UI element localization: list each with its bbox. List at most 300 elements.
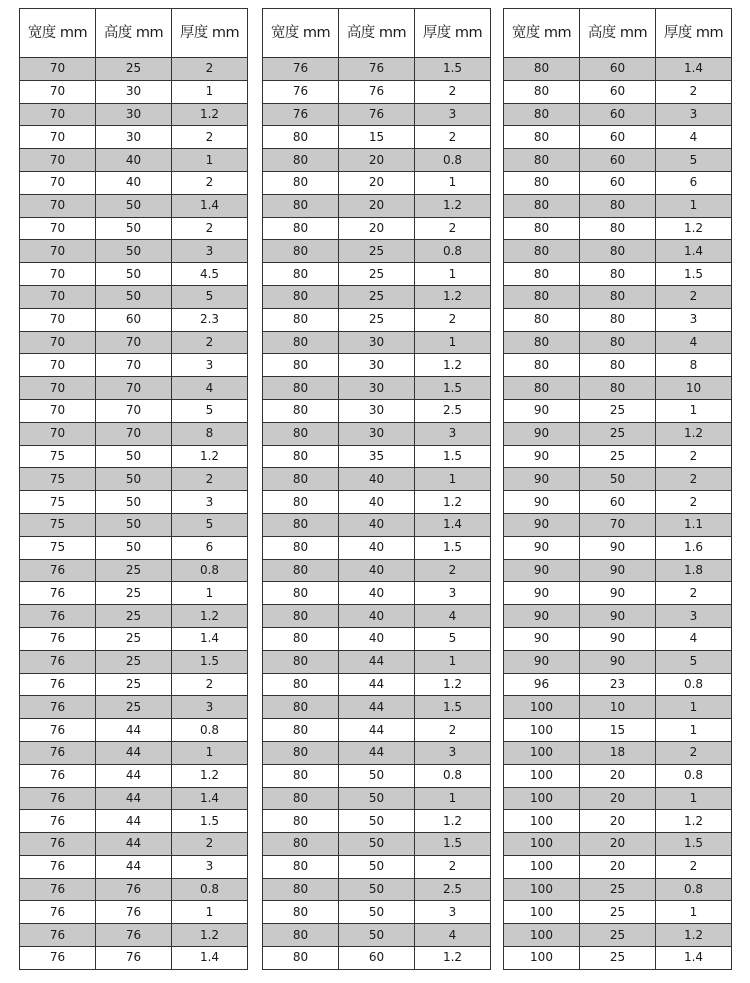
thickness-header: 厚度 mm bbox=[415, 9, 491, 58]
thickness-cell: 1 bbox=[656, 696, 732, 719]
table-row bbox=[263, 582, 491, 605]
thickness-cell: 2 bbox=[656, 855, 732, 878]
thickness-cell: 2 bbox=[415, 217, 491, 240]
width-cell: 80 bbox=[263, 627, 339, 650]
width-cell: 80 bbox=[263, 399, 339, 422]
width-cell: 80 bbox=[504, 58, 580, 81]
table-row bbox=[20, 445, 248, 468]
table-row bbox=[504, 673, 732, 696]
table-row bbox=[20, 468, 248, 491]
table-row bbox=[263, 491, 491, 514]
thickness-cell: 2 bbox=[415, 126, 491, 149]
height-cell: 25 bbox=[580, 924, 656, 947]
table-row bbox=[20, 491, 248, 514]
thickness-cell: 0.8 bbox=[172, 878, 248, 901]
thickness-cell: 3 bbox=[415, 103, 491, 126]
width-cell: 80 bbox=[263, 764, 339, 787]
width-cell: 70 bbox=[20, 377, 96, 400]
width-cell: 80 bbox=[504, 263, 580, 286]
height-cell: 50 bbox=[580, 468, 656, 491]
table-row bbox=[504, 764, 732, 787]
width-cell: 76 bbox=[20, 947, 96, 970]
table-row bbox=[20, 217, 248, 240]
width-cell: 80 bbox=[504, 354, 580, 377]
width-cell: 70 bbox=[20, 285, 96, 308]
width-cell: 80 bbox=[504, 149, 580, 172]
height-cell: 44 bbox=[96, 719, 172, 742]
table-row bbox=[504, 240, 732, 263]
table-row bbox=[20, 422, 248, 445]
height-cell: 25 bbox=[580, 947, 656, 970]
table-row bbox=[504, 331, 732, 354]
height-cell: 70 bbox=[96, 354, 172, 377]
thickness-cell: 1 bbox=[172, 741, 248, 764]
table-row bbox=[504, 810, 732, 833]
table-row bbox=[504, 855, 732, 878]
thickness-cell: 1.4 bbox=[656, 947, 732, 970]
table-row bbox=[504, 582, 732, 605]
height-cell: 50 bbox=[339, 810, 415, 833]
thickness-cell: 1.4 bbox=[656, 240, 732, 263]
width-cell: 80 bbox=[263, 696, 339, 719]
width-cell: 80 bbox=[263, 513, 339, 536]
thickness-header: 厚度 mm bbox=[172, 9, 248, 58]
width-cell: 90 bbox=[504, 468, 580, 491]
thickness-cell: 0.8 bbox=[172, 719, 248, 742]
spec-table-1 bbox=[19, 8, 248, 970]
thickness-cell: 1 bbox=[172, 901, 248, 924]
thickness-cell: 1.5 bbox=[415, 536, 491, 559]
height-cell: 23 bbox=[580, 673, 656, 696]
thickness-cell: 1.8 bbox=[656, 559, 732, 582]
width-cell: 80 bbox=[504, 308, 580, 331]
width-cell: 80 bbox=[504, 285, 580, 308]
height-cell: 40 bbox=[339, 559, 415, 582]
width-cell: 76 bbox=[20, 650, 96, 673]
thickness-cell: 1 bbox=[656, 719, 732, 742]
thickness-cell: 0.8 bbox=[415, 149, 491, 172]
width-cell: 76 bbox=[20, 878, 96, 901]
width-cell: 90 bbox=[504, 650, 580, 673]
table-row bbox=[263, 878, 491, 901]
height-cell: 60 bbox=[580, 58, 656, 81]
thickness-cell: 4 bbox=[656, 627, 732, 650]
header-row bbox=[504, 9, 732, 58]
width-header: 宽度 mm bbox=[504, 9, 580, 58]
height-cell: 60 bbox=[580, 491, 656, 514]
width-cell: 100 bbox=[504, 901, 580, 924]
table-row bbox=[504, 605, 732, 628]
thickness-cell: 1 bbox=[656, 901, 732, 924]
height-cell: 25 bbox=[339, 263, 415, 286]
width-cell: 76 bbox=[20, 559, 96, 582]
table-row bbox=[504, 103, 732, 126]
table-row bbox=[263, 399, 491, 422]
table-row bbox=[504, 308, 732, 331]
thickness-cell: 2 bbox=[172, 126, 248, 149]
width-cell: 80 bbox=[504, 80, 580, 103]
width-cell: 80 bbox=[263, 741, 339, 764]
height-cell: 25 bbox=[339, 308, 415, 331]
table-row bbox=[504, 194, 732, 217]
thickness-cell: 5 bbox=[172, 513, 248, 536]
height-cell: 76 bbox=[339, 103, 415, 126]
table-row bbox=[20, 810, 248, 833]
thickness-cell: 0.8 bbox=[415, 764, 491, 787]
height-cell: 70 bbox=[96, 399, 172, 422]
thickness-cell: 6 bbox=[172, 536, 248, 559]
width-cell: 76 bbox=[20, 741, 96, 764]
table-row bbox=[20, 103, 248, 126]
height-cell: 25 bbox=[580, 901, 656, 924]
table-row bbox=[20, 80, 248, 103]
table-row bbox=[263, 80, 491, 103]
width-cell: 90 bbox=[504, 627, 580, 650]
thickness-cell: 2 bbox=[415, 719, 491, 742]
thickness-cell: 2.5 bbox=[415, 878, 491, 901]
height-cell: 50 bbox=[96, 468, 172, 491]
width-cell: 80 bbox=[263, 833, 339, 856]
table-row bbox=[263, 445, 491, 468]
thickness-cell: 2.5 bbox=[415, 399, 491, 422]
width-cell: 70 bbox=[20, 103, 96, 126]
thickness-cell: 1.2 bbox=[172, 605, 248, 628]
thickness-cell: 1.2 bbox=[415, 673, 491, 696]
height-cell: 50 bbox=[96, 491, 172, 514]
thickness-cell: 5 bbox=[415, 627, 491, 650]
width-cell: 76 bbox=[263, 58, 339, 81]
height-cell: 30 bbox=[339, 354, 415, 377]
height-cell: 70 bbox=[96, 331, 172, 354]
table-row bbox=[504, 947, 732, 970]
table-row bbox=[20, 878, 248, 901]
height-cell: 25 bbox=[96, 582, 172, 605]
width-cell: 70 bbox=[20, 354, 96, 377]
width-cell: 80 bbox=[504, 126, 580, 149]
thickness-cell: 3 bbox=[656, 103, 732, 126]
thickness-cell: 1.2 bbox=[172, 445, 248, 468]
width-cell: 100 bbox=[504, 764, 580, 787]
thickness-cell: 3 bbox=[656, 605, 732, 628]
thickness-cell: 5 bbox=[656, 650, 732, 673]
thickness-cell: 3 bbox=[172, 696, 248, 719]
thickness-cell: 0.8 bbox=[172, 559, 248, 582]
table-row bbox=[263, 673, 491, 696]
table-row bbox=[20, 58, 248, 81]
height-cell: 80 bbox=[580, 331, 656, 354]
height-cell: 50 bbox=[339, 901, 415, 924]
height-cell: 25 bbox=[580, 399, 656, 422]
table-row bbox=[263, 331, 491, 354]
table-row bbox=[20, 901, 248, 924]
thickness-cell: 1.2 bbox=[415, 810, 491, 833]
width-cell: 80 bbox=[263, 924, 339, 947]
width-cell: 80 bbox=[263, 308, 339, 331]
table-row bbox=[504, 559, 732, 582]
height-cell: 50 bbox=[96, 513, 172, 536]
thickness-cell: 4.5 bbox=[172, 263, 248, 286]
table-row bbox=[504, 377, 732, 400]
thickness-cell: 1 bbox=[415, 331, 491, 354]
width-cell: 70 bbox=[20, 263, 96, 286]
height-cell: 90 bbox=[580, 559, 656, 582]
width-cell: 80 bbox=[263, 240, 339, 263]
width-cell: 76 bbox=[263, 80, 339, 103]
width-header: 宽度 mm bbox=[20, 9, 96, 58]
height-cell: 50 bbox=[339, 924, 415, 947]
spec-table-3 bbox=[503, 8, 732, 970]
thickness-cell: 1 bbox=[415, 171, 491, 194]
width-cell: 80 bbox=[263, 445, 339, 468]
thickness-cell: 2 bbox=[172, 217, 248, 240]
table-row bbox=[504, 126, 732, 149]
width-cell: 80 bbox=[263, 126, 339, 149]
height-cell: 44 bbox=[96, 764, 172, 787]
width-cell: 70 bbox=[20, 217, 96, 240]
height-cell: 80 bbox=[580, 217, 656, 240]
thickness-cell: 2 bbox=[172, 673, 248, 696]
width-cell: 70 bbox=[20, 194, 96, 217]
table-row bbox=[263, 308, 491, 331]
thickness-cell: 2 bbox=[656, 445, 732, 468]
width-cell: 75 bbox=[20, 445, 96, 468]
table-row bbox=[504, 491, 732, 514]
width-cell: 70 bbox=[20, 58, 96, 81]
table-row bbox=[263, 810, 491, 833]
width-cell: 80 bbox=[263, 582, 339, 605]
height-cell: 25 bbox=[580, 422, 656, 445]
height-cell: 40 bbox=[339, 627, 415, 650]
width-cell: 76 bbox=[20, 924, 96, 947]
height-cell: 44 bbox=[339, 673, 415, 696]
table-row bbox=[263, 377, 491, 400]
table-row bbox=[20, 764, 248, 787]
width-cell: 90 bbox=[504, 422, 580, 445]
thickness-cell: 5 bbox=[656, 149, 732, 172]
table-row bbox=[263, 240, 491, 263]
height-cell: 15 bbox=[580, 719, 656, 742]
thickness-cell: 1 bbox=[172, 149, 248, 172]
thickness-cell: 2 bbox=[415, 559, 491, 582]
table-row bbox=[263, 605, 491, 628]
thickness-cell: 0.8 bbox=[656, 673, 732, 696]
width-cell: 70 bbox=[20, 149, 96, 172]
table-row bbox=[263, 787, 491, 810]
height-header: 高度 mm bbox=[96, 9, 172, 58]
height-cell: 25 bbox=[96, 559, 172, 582]
height-cell: 60 bbox=[580, 171, 656, 194]
thickness-cell: 1.2 bbox=[172, 103, 248, 126]
thickness-cell: 0.8 bbox=[656, 878, 732, 901]
table-row bbox=[263, 901, 491, 924]
thickness-cell: 1.4 bbox=[172, 627, 248, 650]
height-cell: 30 bbox=[96, 126, 172, 149]
width-cell: 76 bbox=[20, 605, 96, 628]
table-row bbox=[263, 696, 491, 719]
width-cell: 70 bbox=[20, 308, 96, 331]
height-cell: 40 bbox=[339, 536, 415, 559]
height-cell: 20 bbox=[339, 171, 415, 194]
table-row bbox=[20, 924, 248, 947]
width-cell: 76 bbox=[263, 103, 339, 126]
width-cell: 80 bbox=[263, 491, 339, 514]
height-cell: 60 bbox=[580, 103, 656, 126]
width-cell: 90 bbox=[504, 399, 580, 422]
thickness-cell: 8 bbox=[656, 354, 732, 377]
table-row bbox=[504, 80, 732, 103]
width-header: 宽度 mm bbox=[263, 9, 339, 58]
thickness-cell: 2 bbox=[172, 468, 248, 491]
width-cell: 80 bbox=[263, 878, 339, 901]
table-row bbox=[263, 719, 491, 742]
table-row bbox=[504, 901, 732, 924]
width-cell: 80 bbox=[504, 240, 580, 263]
thickness-cell: 0.8 bbox=[656, 764, 732, 787]
height-cell: 50 bbox=[339, 855, 415, 878]
thickness-cell: 1 bbox=[656, 194, 732, 217]
table-row bbox=[504, 513, 732, 536]
table-row bbox=[20, 536, 248, 559]
height-cell: 44 bbox=[339, 719, 415, 742]
height-cell: 25 bbox=[96, 696, 172, 719]
thickness-cell: 10 bbox=[656, 377, 732, 400]
table-row bbox=[504, 217, 732, 240]
height-cell: 76 bbox=[96, 947, 172, 970]
height-cell: 80 bbox=[580, 308, 656, 331]
thickness-cell: 1.2 bbox=[656, 422, 732, 445]
height-cell: 30 bbox=[96, 80, 172, 103]
thickness-cell: 1.6 bbox=[656, 536, 732, 559]
table-row bbox=[263, 149, 491, 172]
table-row bbox=[20, 331, 248, 354]
thickness-cell: 1 bbox=[172, 80, 248, 103]
thickness-cell: 1 bbox=[415, 787, 491, 810]
width-cell: 96 bbox=[504, 673, 580, 696]
thickness-cell: 3 bbox=[415, 741, 491, 764]
table-row bbox=[20, 650, 248, 673]
height-cell: 60 bbox=[580, 126, 656, 149]
width-cell: 90 bbox=[504, 445, 580, 468]
height-cell: 50 bbox=[96, 194, 172, 217]
table-row bbox=[504, 468, 732, 491]
thickness-cell: 1 bbox=[415, 650, 491, 673]
height-cell: 44 bbox=[96, 741, 172, 764]
table-row bbox=[20, 194, 248, 217]
height-cell: 80 bbox=[580, 285, 656, 308]
table-row bbox=[20, 673, 248, 696]
height-cell: 44 bbox=[96, 855, 172, 878]
width-cell: 80 bbox=[263, 605, 339, 628]
width-cell: 80 bbox=[504, 217, 580, 240]
height-cell: 70 bbox=[580, 513, 656, 536]
height-cell: 20 bbox=[580, 764, 656, 787]
height-cell: 44 bbox=[339, 741, 415, 764]
width-cell: 80 bbox=[504, 377, 580, 400]
width-cell: 100 bbox=[504, 810, 580, 833]
height-cell: 40 bbox=[339, 605, 415, 628]
width-cell: 90 bbox=[504, 582, 580, 605]
table-row bbox=[504, 422, 732, 445]
height-cell: 50 bbox=[96, 285, 172, 308]
width-cell: 100 bbox=[504, 741, 580, 764]
height-cell: 60 bbox=[339, 947, 415, 970]
table-row bbox=[263, 650, 491, 673]
thickness-cell: 1.2 bbox=[415, 947, 491, 970]
thickness-cell: 2 bbox=[172, 58, 248, 81]
thickness-cell: 3 bbox=[415, 582, 491, 605]
thickness-cell: 4 bbox=[656, 126, 732, 149]
table-row bbox=[20, 240, 248, 263]
height-cell: 90 bbox=[580, 650, 656, 673]
height-cell: 25 bbox=[580, 445, 656, 468]
height-cell: 70 bbox=[96, 422, 172, 445]
thickness-header: 厚度 mm bbox=[656, 9, 732, 58]
width-cell: 76 bbox=[20, 673, 96, 696]
table-row bbox=[263, 58, 491, 81]
table-row bbox=[20, 308, 248, 331]
table-row bbox=[20, 171, 248, 194]
width-cell: 76 bbox=[20, 764, 96, 787]
width-cell: 76 bbox=[20, 696, 96, 719]
table-row bbox=[504, 149, 732, 172]
table-row bbox=[263, 627, 491, 650]
thickness-cell: 5 bbox=[172, 399, 248, 422]
width-cell: 80 bbox=[504, 194, 580, 217]
height-cell: 90 bbox=[580, 627, 656, 650]
height-cell: 15 bbox=[339, 126, 415, 149]
thickness-cell: 8 bbox=[172, 422, 248, 445]
table-row bbox=[20, 582, 248, 605]
width-cell: 100 bbox=[504, 787, 580, 810]
table-row bbox=[504, 285, 732, 308]
height-cell: 25 bbox=[580, 878, 656, 901]
table-row bbox=[504, 627, 732, 650]
thickness-cell: 1.5 bbox=[415, 445, 491, 468]
table-row bbox=[20, 126, 248, 149]
height-cell: 50 bbox=[96, 263, 172, 286]
height-cell: 40 bbox=[96, 149, 172, 172]
height-cell: 35 bbox=[339, 445, 415, 468]
width-cell: 75 bbox=[20, 468, 96, 491]
width-cell: 80 bbox=[263, 559, 339, 582]
table-row bbox=[263, 194, 491, 217]
table-row bbox=[504, 58, 732, 81]
thickness-cell: 2 bbox=[415, 80, 491, 103]
height-cell: 40 bbox=[96, 171, 172, 194]
thickness-cell: 1.2 bbox=[415, 491, 491, 514]
height-cell: 90 bbox=[580, 536, 656, 559]
width-cell: 75 bbox=[20, 536, 96, 559]
thickness-cell: 1.5 bbox=[172, 650, 248, 673]
width-cell: 76 bbox=[20, 787, 96, 810]
width-cell: 70 bbox=[20, 399, 96, 422]
height-cell: 76 bbox=[339, 80, 415, 103]
width-cell: 75 bbox=[20, 491, 96, 514]
thickness-cell: 3 bbox=[172, 855, 248, 878]
table-row bbox=[20, 627, 248, 650]
height-cell: 20 bbox=[339, 217, 415, 240]
height-cell: 25 bbox=[96, 627, 172, 650]
width-cell: 80 bbox=[263, 377, 339, 400]
width-cell: 90 bbox=[504, 605, 580, 628]
thickness-cell: 3 bbox=[172, 491, 248, 514]
thickness-cell: 1 bbox=[656, 399, 732, 422]
thickness-cell: 1.2 bbox=[415, 285, 491, 308]
height-cell: 44 bbox=[339, 650, 415, 673]
height-cell: 44 bbox=[96, 833, 172, 856]
width-cell: 80 bbox=[263, 787, 339, 810]
thickness-cell: 1.2 bbox=[415, 354, 491, 377]
